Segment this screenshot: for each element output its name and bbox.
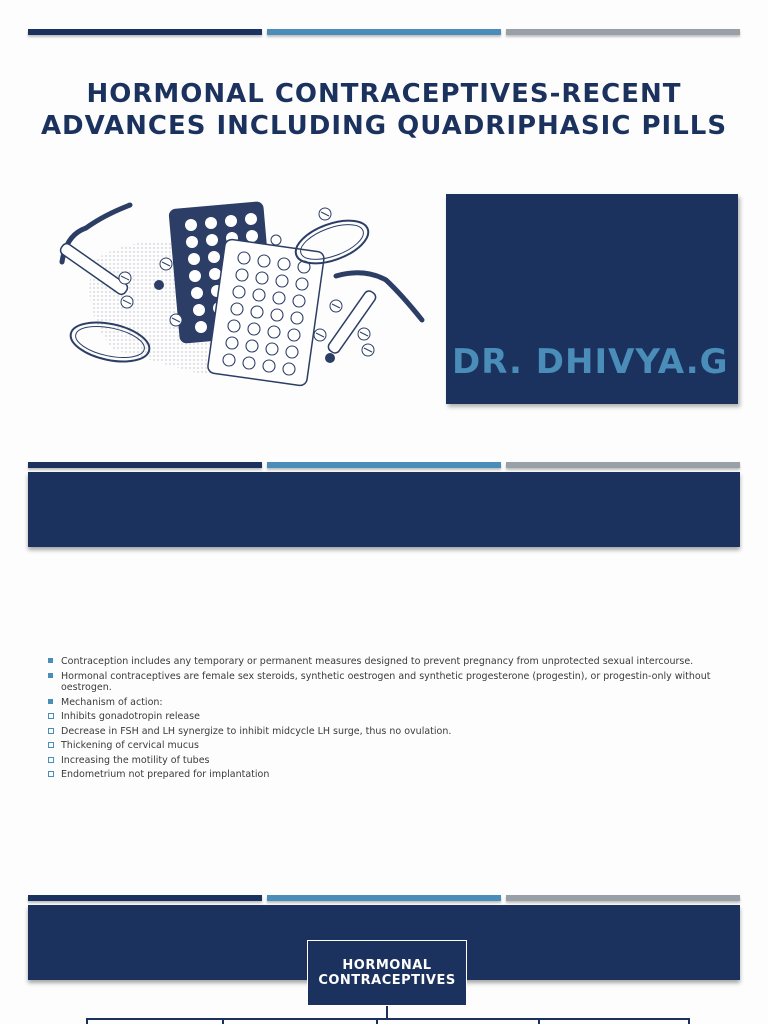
accent-bar-blue [267,895,501,901]
bullet-item [48,711,728,723]
org-chart-branch [538,1018,540,1024]
accent-bar-gray [506,895,740,901]
accent-bar-blue [267,462,501,468]
bullet-text: Inhibits gonadotropin release [61,711,200,722]
bullet-text: Mechanism of action: [61,696,163,708]
hollow-square-bullet-icon [48,742,54,748]
hollow-square-bullet-icon [48,757,54,763]
org-chart-connector-horizontal [86,1018,690,1020]
pill-blister-pack-icon [207,239,325,387]
slide-header-banner [28,472,740,547]
bullet-text: Increasing the motility of tubes [61,754,210,766]
bullet-text: Contraception includes any temporary or permanent measures designed to prevent pregnancy from unprotected sexual intercourse. [61,656,694,667]
bullet-item [48,740,728,752]
title-line-2: ADVANCES INCLUDING QUADRIPHASIC PILLS [40,111,728,141]
bullet-text: Hormonal contraceptives are female sex steroids, synthetic oestrogen and synthetic progesterone (progestin), or progestin-only without oestrogen. [61,670,711,693]
accent-bar-dark [28,29,262,35]
square-bullet-icon [48,699,53,704]
org-chart-branch [688,1018,690,1024]
bullet-text: Endometrium not prepared for implantation [61,769,270,780]
accent-bar-dark [28,462,262,468]
bullet-item [48,726,728,738]
bullet-item [48,697,728,709]
root-label-line-1: HORMONAL [342,958,432,973]
author-name: DR. DHIVYA.G [452,342,729,382]
hollow-square-bullet-icon [48,713,54,719]
org-chart-root-node [307,940,467,1006]
accent-bar-blue [267,29,501,35]
bullet-text: Thickening of cervical mucus [61,740,200,751]
bullet-text: Decrease in FSH and LH synergize to inhibit midcycle LH surge, thus no ovulation. [61,725,452,737]
square-bullet-icon [48,673,53,678]
accent-bar-gray [506,462,740,468]
org-chart-branch [86,1018,88,1024]
bullet-list [48,656,728,784]
org-chart-branch [376,1018,378,1024]
square-bullet-icon [48,658,53,663]
title-line-1: HORMONAL CONTRACEPTIVES-RECENT [86,79,682,109]
bullet-item [48,671,728,694]
hollow-square-bullet-icon [48,771,54,777]
accent-bar-dark [28,895,262,901]
org-chart-branch [222,1018,224,1024]
slide-title [0,78,768,142]
hollow-square-bullet-icon [48,728,54,734]
root-label-line-2: CONTRACEPTIVES [318,973,456,988]
bullet-item [48,769,728,781]
accent-bar-gray [506,29,740,35]
bullet-item [48,755,728,767]
contraceptives-illustration [24,190,434,405]
bullet-item [48,656,728,668]
